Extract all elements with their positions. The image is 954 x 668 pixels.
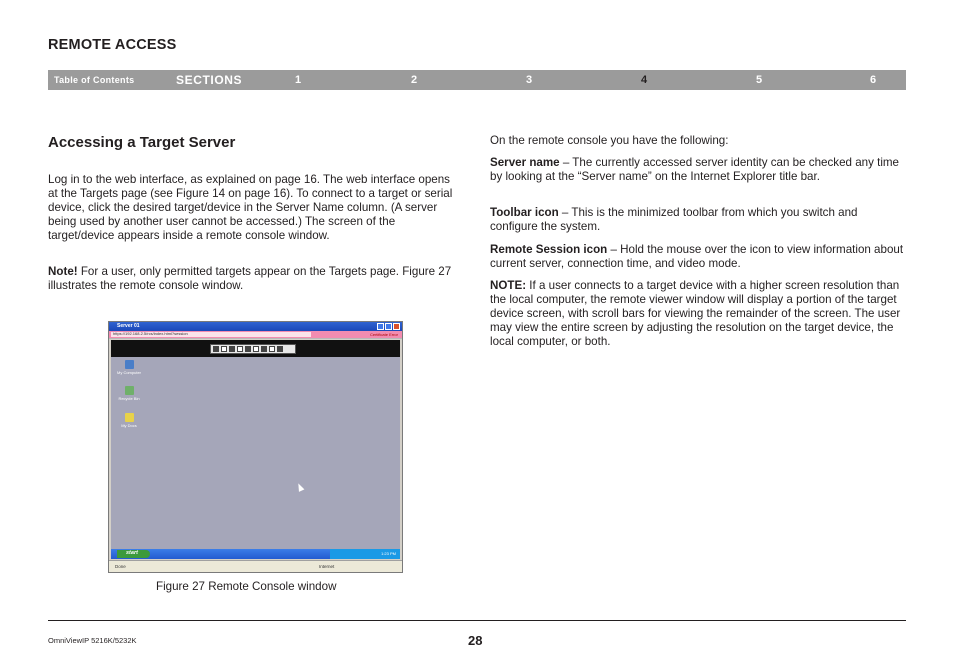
footer-model: OmniViewIP 5216K/5232K [48,636,137,645]
remote-console-screenshot [108,321,403,573]
toolbar-icon [253,346,259,352]
item-server-name: Server name – The currently accessed server identity can be checked any time by looking at the “Server name” on the Internet Explorer title bar. [490,156,900,183]
note-paragraph [48,265,460,293]
note-label: Note! [48,265,78,278]
minimize-icon [377,323,384,330]
section-nav-bar [48,70,906,90]
section-link-1[interactable]: 1 [295,74,302,86]
figure-caption: Figure 27 Remote Console window [156,580,337,593]
page-heading: Accessing a Target Server [48,134,236,151]
desktop-icon-recycle-bin: Recycle Bin [117,386,141,401]
folder-icon [125,413,134,422]
section-title: REMOTE ACCESS [48,37,177,53]
section-link-6[interactable]: 6 [870,74,877,86]
computer-icon [125,360,134,369]
toolbar-icon [221,346,227,352]
section-link-5[interactable]: 5 [756,74,763,86]
note-text: For a user, only permitted targets appear on the Targets page. Figure 27 illustrates the remote console window. [48,265,452,292]
toolbar-icon [269,346,275,352]
window-title: Server 01 [117,323,140,329]
window-title-bar [109,322,402,331]
toolbar-icon [213,346,219,352]
clock: 1:23 PM [381,551,396,556]
desktop-icon-my-docs: My Docs [117,413,141,428]
url-text: https://192.168.2.5/rcs/index.html?session [113,331,188,336]
certificate-error: Certificate Error [369,332,398,337]
session-icon [277,346,283,352]
intro-paragraph: Log in to the web interface, as explained on page 16. The web interface opens at the Targets page (see Figure 14 on page 16). To connect to a target or serial device, click the desired target/device in the Server Name column. (A server being used by another user cannot be accessed.) The screen of the target/device appears inside a remote console window. [48,173,453,242]
desktop-icon-my-computer: My Computer [117,360,141,375]
url-field [111,332,311,337]
address-bar [109,331,402,339]
sections-label: SECTIONS [176,73,243,87]
footer-divider [48,620,906,621]
browser-status-bar [109,560,402,573]
maximize-icon [385,323,392,330]
toolbar-icon [245,346,251,352]
section-link-2[interactable]: 2 [411,74,418,86]
close-icon [393,323,400,330]
remote-toolbar [210,344,296,354]
toolbar-icon [237,346,243,352]
page-number: 28 [468,633,483,648]
right-intro: On the remote console you have the following: [490,134,729,147]
table-of-contents-link[interactable]: Table of Contents [54,75,135,85]
system-tray [330,549,400,559]
toolbar-icon [261,346,267,352]
toolbar-icon [229,346,235,352]
item-remote-session-icon: Remote Session icon – Hold the mouse over the icon to view information about current server, connection time, and video mode. [490,243,904,270]
recycle-bin-icon [125,386,134,395]
item-note: NOTE: If a user connects to a target device with a higher screen resolution than the local computer, the remote viewer window will display a portion of the target device screen, with scroll bars for viewing the remainder of the screen. The user may view the entire screen by adjusting the resolution on the target device, the local computer, or both. [490,279,901,348]
section-link-4[interactable]: 4 [641,74,648,86]
section-link-3[interactable]: 3 [526,74,533,86]
item-toolbar-icon: Toolbar icon – This is the minimized toolbar from which you switch and configure the system. [490,206,858,233]
mouse-cursor-icon [296,482,305,492]
status-zone: Internet [319,564,335,569]
remote-desktop [111,357,400,549]
window-controls [377,323,400,330]
taskbar [111,549,400,559]
status-done: Done [115,564,126,569]
start-button: start [117,550,150,558]
